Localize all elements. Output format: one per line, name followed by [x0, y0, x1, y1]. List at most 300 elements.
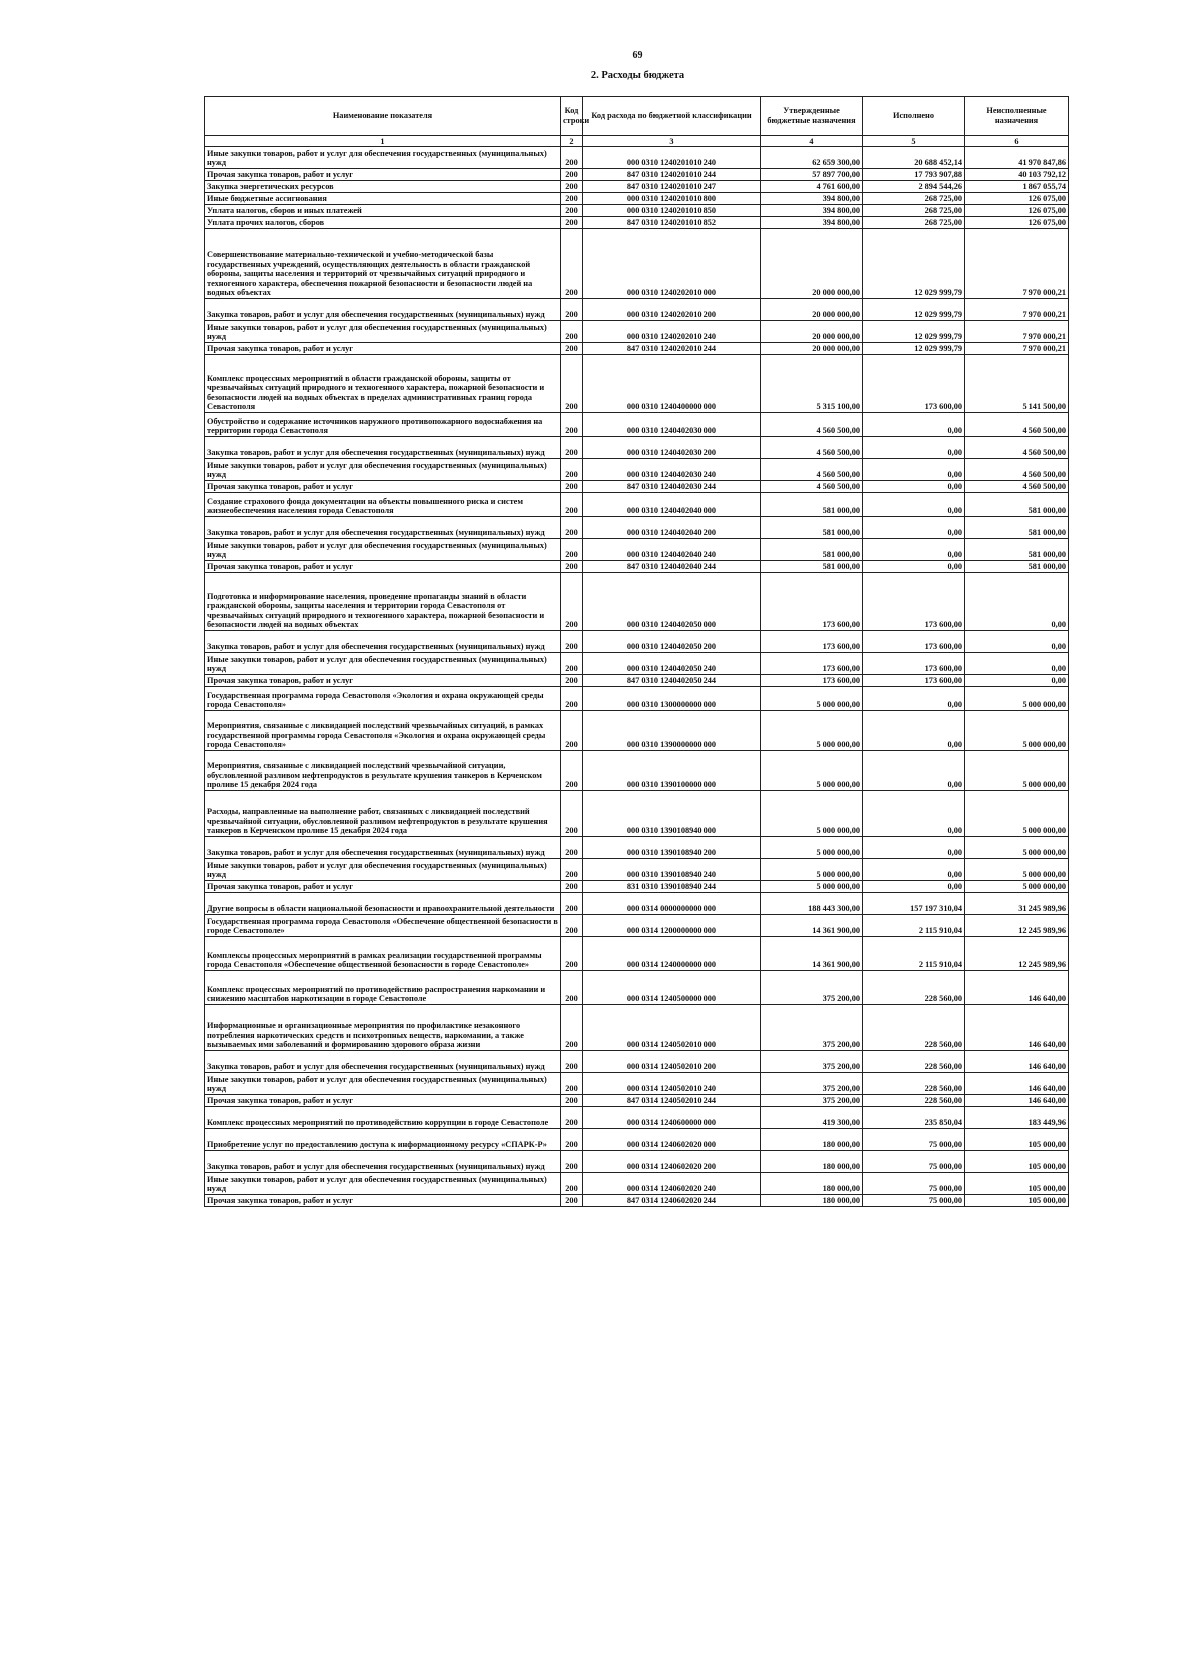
table-row [205, 205, 1069, 217]
row-unexecuted: 183 449,96 [965, 1107, 1069, 1129]
row-name: Закупка товаров, работ и услуг для обеспечения государственных (муниципальных) нужд [205, 631, 561, 653]
row-executed: 268 725,00 [863, 205, 965, 217]
row-name: Иные закупки товаров, работ и услуг для обеспечения государственных (муниципальных) нужд [205, 1073, 561, 1095]
row-unexecuted: 5 000 000,00 [965, 881, 1069, 893]
row-approved: 4 560 500,00 [761, 481, 863, 493]
row-unexecuted: 0,00 [965, 653, 1069, 675]
row-line-code: 200 [561, 791, 583, 837]
header-indicator-name: Наименование показателя [205, 97, 561, 136]
row-name: Комплекс процессных мероприятий по противодействию распространения наркомании и снижению масштабов наркотизации в городе Севастополе [205, 971, 561, 1005]
row-unexecuted: 7 970 000,21 [965, 321, 1069, 343]
row-unexecuted: 5 000 000,00 [965, 687, 1069, 711]
row-line-code: 200 [561, 971, 583, 1005]
row-unexecuted: 4 560 500,00 [965, 413, 1069, 437]
row-unexecuted: 105 000,00 [965, 1195, 1069, 1207]
row-line-code: 200 [561, 837, 583, 859]
row-name: Комплексы процессных мероприятий в рамках реализации государственной программы города Севастополя «Обеспечение общественной безопасности в городе Севастополе» [205, 937, 561, 971]
row-expense-code: 847 0310 1240402040 244 [583, 561, 761, 573]
row-unexecuted: 31 245 989,96 [965, 893, 1069, 915]
row-approved: 4 560 500,00 [761, 437, 863, 459]
table-row [205, 481, 1069, 493]
row-executed: 268 725,00 [863, 193, 965, 205]
table-row [205, 937, 1069, 971]
row-unexecuted: 5 000 000,00 [965, 751, 1069, 791]
column-number: 1 [205, 136, 561, 147]
row-approved: 5 000 000,00 [761, 751, 863, 791]
table-row [205, 631, 1069, 653]
row-approved: 394 800,00 [761, 217, 863, 229]
row-line-code: 200 [561, 751, 583, 791]
row-expense-code: 847 0314 1240502010 244 [583, 1095, 761, 1107]
row-name: Уплата прочих налогов, сборов [205, 217, 561, 229]
row-name: Иные закупки товаров, работ и услуг для обеспечения государственных (муниципальных) нужд [205, 653, 561, 675]
row-approved: 5 000 000,00 [761, 791, 863, 837]
row-name: Расходы, направленные на выполнение работ, связанных с ликвидацией последствий чрезвычайной ситуации, обусловленной разливом нефтепродуктов в результате крушения танкеров в Керченском проливе 15 декабря 2024 года [205, 791, 561, 837]
table-row [205, 1195, 1069, 1207]
row-line-code: 200 [561, 229, 583, 299]
row-expense-code: 000 0314 1240502010 240 [583, 1073, 761, 1095]
row-expense-code: 847 0310 1240202010 244 [583, 343, 761, 355]
row-executed: 228 560,00 [863, 1051, 965, 1073]
table-row [205, 751, 1069, 791]
row-name: Информационные и организационные мероприятия по профилактике незаконного потребления наркотических средств и психотропных веществ, наркомании, а также вызываемых ими заболеваний и формированию здорового образа жизни [205, 1005, 561, 1051]
row-expense-code: 000 0314 1240600000 000 [583, 1107, 761, 1129]
row-expense-code: 847 0310 1240201010 247 [583, 181, 761, 193]
table-row [205, 217, 1069, 229]
column-number: 4 [761, 136, 863, 147]
row-line-code: 200 [561, 517, 583, 539]
row-name: Другие вопросы в области национальной безопасности и правоохранительной деятельности [205, 893, 561, 915]
row-approved: 419 300,00 [761, 1107, 863, 1129]
row-approved: 581 000,00 [761, 561, 863, 573]
table-row [205, 539, 1069, 561]
row-approved: 581 000,00 [761, 493, 863, 517]
table-row [205, 893, 1069, 915]
table-row [205, 881, 1069, 893]
row-expense-code: 000 0310 1240402040 200 [583, 517, 761, 539]
row-expense-code: 847 0314 1240602020 244 [583, 1195, 761, 1207]
row-executed: 173 600,00 [863, 631, 965, 653]
row-expense-code: 831 0310 1390108940 244 [583, 881, 761, 893]
row-unexecuted: 1 867 055,74 [965, 181, 1069, 193]
row-unexecuted: 146 640,00 [965, 1073, 1069, 1095]
table-row [205, 299, 1069, 321]
row-unexecuted: 5 000 000,00 [965, 837, 1069, 859]
row-approved: 180 000,00 [761, 1195, 863, 1207]
row-name: Иные закупки товаров, работ и услуг для обеспечения государственных (муниципальных) нужд [205, 459, 561, 481]
row-name: Закупка энергетических ресурсов [205, 181, 561, 193]
table-row [205, 1095, 1069, 1107]
row-executed: 0,00 [863, 493, 965, 517]
table-row [205, 915, 1069, 937]
row-approved: 173 600,00 [761, 631, 863, 653]
table-row [205, 343, 1069, 355]
row-unexecuted: 581 000,00 [965, 493, 1069, 517]
row-name: Закупка товаров, работ и услуг для обеспечения государственных (муниципальных) нужд [205, 437, 561, 459]
row-line-code: 200 [561, 181, 583, 193]
row-executed: 12 029 999,79 [863, 229, 965, 299]
row-approved: 188 443 300,00 [761, 893, 863, 915]
row-unexecuted: 105 000,00 [965, 1129, 1069, 1151]
row-unexecuted: 0,00 [965, 631, 1069, 653]
row-name: Иные бюджетные ассигнования [205, 193, 561, 205]
row-line-code: 200 [561, 675, 583, 687]
column-number-row [205, 136, 1069, 147]
row-line-code: 200 [561, 321, 583, 343]
table-row [205, 1151, 1069, 1173]
row-expense-code: 847 0310 1240402030 244 [583, 481, 761, 493]
row-line-code: 200 [561, 937, 583, 971]
table-row [205, 321, 1069, 343]
row-expense-code: 000 0314 1240602020 200 [583, 1151, 761, 1173]
row-expense-code: 000 0310 1240400000 000 [583, 355, 761, 413]
row-unexecuted: 7 970 000,21 [965, 299, 1069, 321]
table-row [205, 1005, 1069, 1051]
row-line-code: 200 [561, 915, 583, 937]
table-row [205, 711, 1069, 751]
table-row [205, 517, 1069, 539]
row-unexecuted: 0,00 [965, 573, 1069, 631]
row-unexecuted: 12 245 989,96 [965, 937, 1069, 971]
row-name: Государственная программа города Севастополя «Обеспечение общественной безопасности в городе Севастополе» [205, 915, 561, 937]
row-executed: 12 029 999,79 [863, 343, 965, 355]
row-unexecuted: 126 075,00 [965, 205, 1069, 217]
row-expense-code: 000 0310 1240201010 850 [583, 205, 761, 217]
row-executed: 0,00 [863, 459, 965, 481]
row-name: Прочая закупка товаров, работ и услуг [205, 481, 561, 493]
row-executed: 75 000,00 [863, 1173, 965, 1195]
row-expense-code: 000 0310 1390108940 000 [583, 791, 761, 837]
table-row [205, 493, 1069, 517]
row-unexecuted: 7 970 000,21 [965, 343, 1069, 355]
row-expense-code: 000 0310 1240402030 240 [583, 459, 761, 481]
row-executed: 2 115 910,04 [863, 915, 965, 937]
row-expense-code: 000 0310 1240402030 000 [583, 413, 761, 437]
header-approved: Утвержденные бюджетные назначения [761, 97, 863, 136]
row-name: Закупка товаров, работ и услуг для обеспечения государственных (муниципальных) нужд [205, 299, 561, 321]
row-unexecuted: 146 640,00 [965, 1005, 1069, 1051]
row-approved: 173 600,00 [761, 675, 863, 687]
row-executed: 173 600,00 [863, 573, 965, 631]
row-line-code: 200 [561, 1073, 583, 1095]
header-unexecuted: Неисполненные назначения [965, 97, 1069, 136]
row-line-code: 200 [561, 437, 583, 459]
column-number: 2 [561, 136, 583, 147]
row-unexecuted: 12 245 989,96 [965, 915, 1069, 937]
row-executed: 228 560,00 [863, 971, 965, 1005]
row-executed: 173 600,00 [863, 675, 965, 687]
row-executed: 235 850,04 [863, 1107, 965, 1129]
row-line-code: 200 [561, 881, 583, 893]
row-approved: 581 000,00 [761, 517, 863, 539]
row-unexecuted: 146 640,00 [965, 1051, 1069, 1073]
row-unexecuted: 146 640,00 [965, 971, 1069, 1005]
row-expense-code: 000 0314 1240502010 200 [583, 1051, 761, 1073]
row-expense-code: 000 0310 1240402040 240 [583, 539, 761, 561]
table-body [205, 147, 1069, 1207]
row-executed: 0,00 [863, 687, 965, 711]
row-name: Иные закупки товаров, работ и услуг для обеспечения государственных (муниципальных) нужд [205, 539, 561, 561]
row-name: Комплекс процессных мероприятий по противодействию коррупции в городе Севастополе [205, 1107, 561, 1129]
row-name: Совершенствование материально-технической и учебно-методической базы государственных учреждений, осуществляющих деятельность в области гражданской обороны, защиты населения и территорий от чрезвычайных ситуаций природного и техногенного характера, обеспечения пожарной безопасности и безопасности людей на водных объектах [205, 229, 561, 299]
row-executed: 75 000,00 [863, 1151, 965, 1173]
row-name: Прочая закупка товаров, работ и услуг [205, 343, 561, 355]
table-row [205, 675, 1069, 687]
row-expense-code: 000 0310 1240201010 240 [583, 147, 761, 169]
row-executed: 228 560,00 [863, 1005, 965, 1051]
row-expense-code: 000 0310 1390108940 240 [583, 859, 761, 881]
row-line-code: 200 [561, 169, 583, 181]
row-line-code: 200 [561, 893, 583, 915]
row-unexecuted: 4 560 500,00 [965, 437, 1069, 459]
row-unexecuted: 105 000,00 [965, 1151, 1069, 1173]
row-expense-code: 000 0310 1240402050 200 [583, 631, 761, 653]
row-line-code: 200 [561, 1051, 583, 1073]
table-row [205, 791, 1069, 837]
table-row [205, 859, 1069, 881]
row-line-code: 200 [561, 217, 583, 229]
row-name: Мероприятия, связанные с ликвидацией последствий чрезвычайной ситуации, обусловленной разливом нефтепродуктов в результате крушения танкеров в Керченском проливе 15 декабря 2024 года [205, 751, 561, 791]
row-expense-code: 000 0314 1200000000 000 [583, 915, 761, 937]
row-unexecuted: 581 000,00 [965, 517, 1069, 539]
row-unexecuted: 581 000,00 [965, 561, 1069, 573]
row-executed: 0,00 [863, 561, 965, 573]
row-line-code: 200 [561, 1151, 583, 1173]
column-number: 5 [863, 136, 965, 147]
table-header-row [205, 97, 1069, 136]
table-row [205, 147, 1069, 169]
row-expense-code: 847 0310 1240402050 244 [583, 675, 761, 687]
row-approved: 20 000 000,00 [761, 343, 863, 355]
row-executed: 0,00 [863, 791, 965, 837]
row-executed: 0,00 [863, 711, 965, 751]
row-name: Закупка товаров, работ и услуг для обеспечения государственных (муниципальных) нужд [205, 837, 561, 859]
row-unexecuted: 0,00 [965, 675, 1069, 687]
table-row [205, 573, 1069, 631]
row-unexecuted: 105 000,00 [965, 1173, 1069, 1195]
row-expense-code: 000 0310 1240402050 000 [583, 573, 761, 631]
row-line-code: 200 [561, 573, 583, 631]
row-unexecuted: 40 103 792,12 [965, 169, 1069, 181]
table-row [205, 193, 1069, 205]
row-name: Обустройство и содержание источников наружного противопожарного водоснабжения на территории города Севастополя [205, 413, 561, 437]
row-name: Создание страхового фонда документации на объекты повышенного риска и систем жизнеобеспечения населения города Севастополя [205, 493, 561, 517]
row-expense-code: 000 0310 1240402040 000 [583, 493, 761, 517]
row-executed: 228 560,00 [863, 1073, 965, 1095]
header-expense-code: Код расхода по бюджетной классификации [583, 97, 761, 136]
row-line-code: 200 [561, 1107, 583, 1129]
table-row [205, 229, 1069, 299]
row-executed: 268 725,00 [863, 217, 965, 229]
row-approved: 5 000 000,00 [761, 859, 863, 881]
row-expense-code: 000 0310 1300000000 000 [583, 687, 761, 711]
row-name: Прочая закупка товаров, работ и услуг [205, 881, 561, 893]
row-approved: 4 761 600,00 [761, 181, 863, 193]
row-expense-code: 000 0314 1240502010 000 [583, 1005, 761, 1051]
row-unexecuted: 5 000 000,00 [965, 711, 1069, 751]
row-name: Приобретение услуг по предоставлению доступа к информационному ресурсу «СПАРК-Р» [205, 1129, 561, 1151]
row-name: Государственная программа города Севастополя «Экология и охрана окружающей среды города Севастополя» [205, 687, 561, 711]
row-executed: 173 600,00 [863, 355, 965, 413]
row-expense-code: 000 0314 0000000000 000 [583, 893, 761, 915]
row-executed: 0,00 [863, 517, 965, 539]
table-row [205, 687, 1069, 711]
row-approved: 5 000 000,00 [761, 881, 863, 893]
row-approved: 375 200,00 [761, 1095, 863, 1107]
table-row [205, 1051, 1069, 1073]
row-executed: 0,00 [863, 481, 965, 493]
row-expense-code: 000 0314 1240602020 240 [583, 1173, 761, 1195]
row-approved: 62 659 300,00 [761, 147, 863, 169]
row-executed: 2 115 910,04 [863, 937, 965, 971]
row-expense-code: 847 0310 1240201010 852 [583, 217, 761, 229]
row-approved: 180 000,00 [761, 1173, 863, 1195]
row-expense-code: 000 0310 1240202010 200 [583, 299, 761, 321]
row-line-code: 200 [561, 653, 583, 675]
row-approved: 5 315 100,00 [761, 355, 863, 413]
row-name: Прочая закупка товаров, работ и услуг [205, 675, 561, 687]
row-approved: 394 800,00 [761, 205, 863, 217]
row-unexecuted: 41 970 847,86 [965, 147, 1069, 169]
expenses-table [204, 96, 1069, 1207]
table-row [205, 413, 1069, 437]
row-executed: 20 688 452,14 [863, 147, 965, 169]
row-name: Иные закупки товаров, работ и услуг для обеспечения государственных (муниципальных) нужд [205, 147, 561, 169]
row-executed: 75 000,00 [863, 1129, 965, 1151]
row-approved: 375 200,00 [761, 971, 863, 1005]
header-line-code: Код строки [561, 97, 583, 136]
row-executed: 157 197 310,04 [863, 893, 965, 915]
row-name: Прочая закупка товаров, работ и услуг [205, 561, 561, 573]
row-line-code: 200 [561, 299, 583, 321]
row-approved: 173 600,00 [761, 573, 863, 631]
table-row [205, 169, 1069, 181]
row-line-code: 200 [561, 539, 583, 561]
row-approved: 20 000 000,00 [761, 299, 863, 321]
row-executed: 0,00 [863, 437, 965, 459]
row-executed: 17 793 907,88 [863, 169, 965, 181]
row-line-code: 200 [561, 1005, 583, 1051]
row-executed: 0,00 [863, 859, 965, 881]
row-line-code: 200 [561, 1095, 583, 1107]
row-line-code: 200 [561, 481, 583, 493]
row-name: Мероприятия, связанные с ликвидацией последствий чрезвычайных ситуаций, в рамках государственной программы города Севастополя «Экология и охрана окружающей среды города Севастополя» [205, 711, 561, 751]
row-name: Закупка товаров, работ и услуг для обеспечения государственных (муниципальных) нужд [205, 1151, 561, 1173]
row-expense-code: 000 0310 1390000000 000 [583, 711, 761, 751]
row-line-code: 200 [561, 1195, 583, 1207]
row-unexecuted: 7 970 000,21 [965, 229, 1069, 299]
row-line-code: 200 [561, 205, 583, 217]
row-unexecuted: 5 141 500,00 [965, 355, 1069, 413]
row-approved: 20 000 000,00 [761, 229, 863, 299]
row-expense-code: 000 0314 1240602020 000 [583, 1129, 761, 1151]
table-row [205, 355, 1069, 413]
table-row [205, 561, 1069, 573]
row-approved: 4 560 500,00 [761, 459, 863, 481]
row-expense-code: 000 0310 1390100000 000 [583, 751, 761, 791]
row-line-code: 200 [561, 343, 583, 355]
row-name: Прочая закупка товаров, работ и услуг [205, 169, 561, 181]
row-approved: 173 600,00 [761, 653, 863, 675]
row-executed: 228 560,00 [863, 1095, 965, 1107]
row-approved: 5 000 000,00 [761, 711, 863, 751]
row-line-code: 200 [561, 859, 583, 881]
row-name: Комплекс процессных мероприятий в области гражданской обороны, защиты от чрезвычайных ситуаций природного и техногенного характера, пожарной безопасности и безопасности людей на водных объектах в пределах административных границ города Севастополя [205, 355, 561, 413]
row-line-code: 200 [561, 1173, 583, 1195]
row-line-code: 200 [561, 355, 583, 413]
row-executed: 2 894 544,26 [863, 181, 965, 193]
row-name: Закупка товаров, работ и услуг для обеспечения государственных (муниципальных) нужд [205, 517, 561, 539]
table-row [205, 1173, 1069, 1195]
row-name: Закупка товаров, работ и услуг для обеспечения государственных (муниципальных) нужд [205, 1051, 561, 1073]
row-line-code: 200 [561, 631, 583, 653]
row-approved: 14 361 900,00 [761, 937, 863, 971]
table-row [205, 181, 1069, 193]
row-expense-code: 000 0310 1240201010 800 [583, 193, 761, 205]
row-executed: 12 029 999,79 [863, 299, 965, 321]
row-executed: 0,00 [863, 751, 965, 791]
row-line-code: 200 [561, 711, 583, 751]
row-unexecuted: 4 560 500,00 [965, 459, 1069, 481]
row-unexecuted: 126 075,00 [965, 193, 1069, 205]
table-row [205, 1073, 1069, 1095]
row-expense-code: 847 0310 1240201010 244 [583, 169, 761, 181]
row-approved: 57 897 700,00 [761, 169, 863, 181]
row-approved: 581 000,00 [761, 539, 863, 561]
table-row [205, 1107, 1069, 1129]
row-line-code: 200 [561, 413, 583, 437]
row-approved: 180 000,00 [761, 1129, 863, 1151]
row-executed: 0,00 [863, 881, 965, 893]
row-unexecuted: 581 000,00 [965, 539, 1069, 561]
row-name: Иные закупки товаров, работ и услуг для обеспечения государственных (муниципальных) нужд [205, 321, 561, 343]
row-approved: 394 800,00 [761, 193, 863, 205]
table-row [205, 837, 1069, 859]
row-expense-code: 000 0314 1240000000 000 [583, 937, 761, 971]
page-number: 69 [632, 50, 643, 61]
row-executed: 0,00 [863, 413, 965, 437]
row-line-code: 200 [561, 459, 583, 481]
row-line-code: 200 [561, 561, 583, 573]
page-title: 2. Расходы бюджета [590, 70, 685, 81]
row-name: Уплата налогов, сборов и иных платежей [205, 205, 561, 217]
row-expense-code: 000 0310 1240202010 000 [583, 229, 761, 299]
row-line-code: 200 [561, 687, 583, 711]
table-row [205, 653, 1069, 675]
row-executed: 0,00 [863, 837, 965, 859]
row-executed: 75 000,00 [863, 1195, 965, 1207]
row-expense-code: 000 0310 1240402030 200 [583, 437, 761, 459]
row-executed: 173 600,00 [863, 653, 965, 675]
row-unexecuted: 126 075,00 [965, 217, 1069, 229]
column-number: 3 [583, 136, 761, 147]
header-executed: Исполнено [863, 97, 965, 136]
row-name: Подготовка и информирование населения, проведение пропаганды знаний в области гражданской обороны, защиты населения и территории города Севастополя от чрезвычайных ситуаций природного и техногенного характера, пожарной безопасности и безопасности людей на водных объектах [205, 573, 561, 631]
row-name: Иные закупки товаров, работ и услуг для обеспечения государственных (муниципальных) нужд [205, 859, 561, 881]
row-approved: 375 200,00 [761, 1073, 863, 1095]
table-row [205, 459, 1069, 481]
column-number: 6 [965, 136, 1069, 147]
row-approved: 14 361 900,00 [761, 915, 863, 937]
row-line-code: 200 [561, 147, 583, 169]
row-executed: 0,00 [863, 539, 965, 561]
row-name: Иные закупки товаров, работ и услуг для обеспечения государственных (муниципальных) нужд [205, 1173, 561, 1195]
table-row [205, 437, 1069, 459]
row-expense-code: 000 0310 1240402050 240 [583, 653, 761, 675]
row-expense-code: 000 0310 1240202010 240 [583, 321, 761, 343]
row-unexecuted: 4 560 500,00 [965, 481, 1069, 493]
row-approved: 4 560 500,00 [761, 413, 863, 437]
